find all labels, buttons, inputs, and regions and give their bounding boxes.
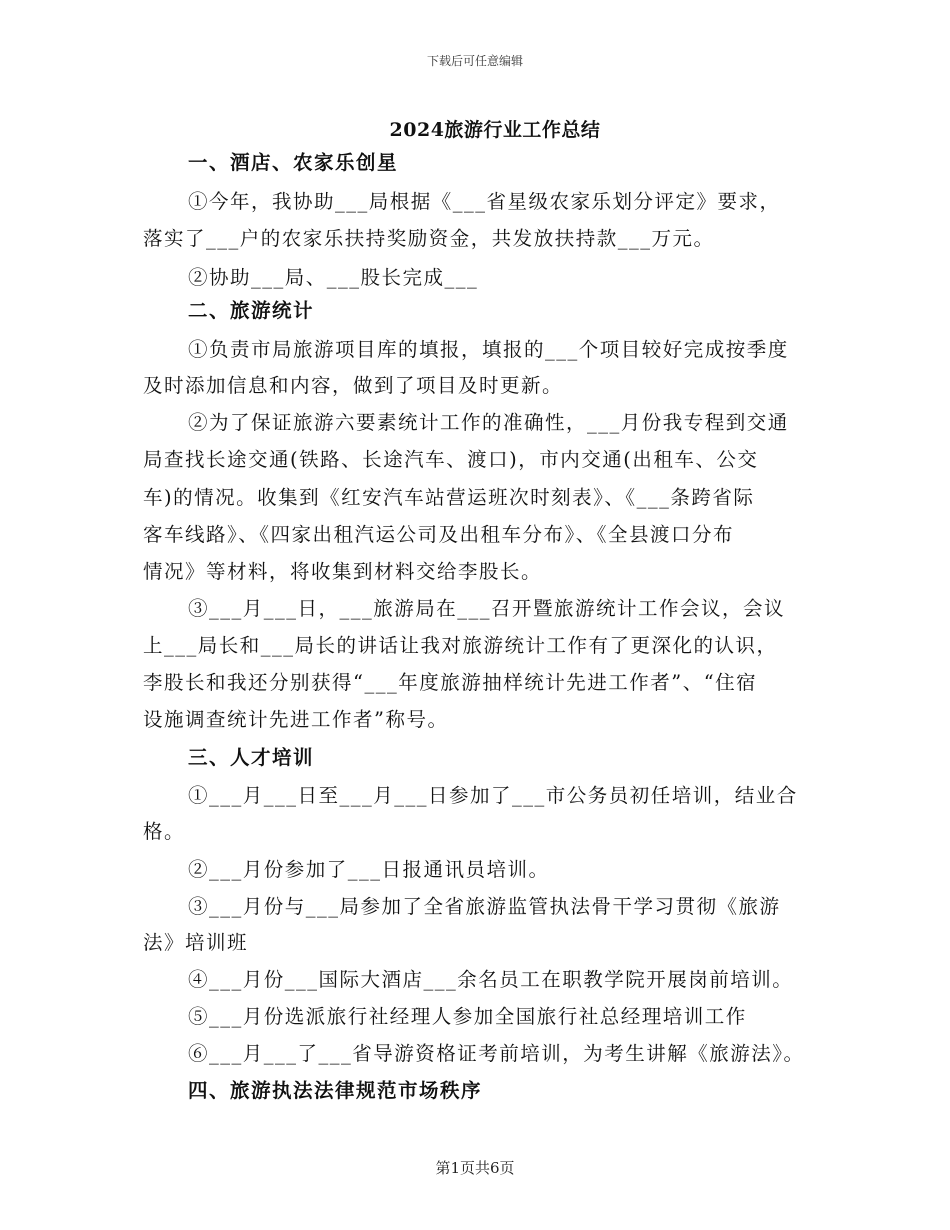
paragraph-line: 局查找长途交通(铁路、长途汽车、渡口)，市内交通(出租车、公交 [143, 448, 759, 471]
section-heading-4: 四、旅游执法法律规范市场秩序 [188, 1079, 483, 1102]
page-number: 第1页共6页 [435, 1159, 515, 1177]
paragraph-line: ②协助___局、___股长完成___ [188, 266, 479, 289]
paragraph-line: 落实了___户的农家乐扶持奖励资金，共发放扶持款___万元。 [143, 227, 715, 250]
paragraph-line: 及时添加信息和内容，做到了项目及时更新。 [143, 374, 564, 397]
paragraph-line: 设施调查统计先进工作者”称号。 [143, 708, 449, 731]
section-heading-1: 一、酒店、农家乐创星 [188, 151, 399, 174]
paragraph-line: 格。 [143, 820, 186, 843]
paragraph-line: ③___月份与___局参加了全省旅游监管执法骨干学习贯彻《旅游 [188, 895, 781, 918]
section-heading-2: 二、旅游统计 [188, 299, 315, 322]
paragraph-line: ⑥___月___了___省导游资格证考前培训，为考生讲解《旅游法》。 [188, 1042, 805, 1065]
paragraph-line: ①今年，我协助___局根据《___省星级农家乐划分评定》要求， [188, 190, 781, 213]
paragraph-line: ②为了保证旅游六要素统计工作的准确性，___月份我专程到交通 [188, 411, 789, 434]
paragraph-line: ④___月份___国际大酒店___余名员工在职教学院开展岗前培训。 [188, 968, 794, 991]
paragraph-line: ⑤___月份选派旅行社经理人参加全国旅行社总经理培训工作 [188, 1005, 747, 1028]
paragraph-line: ②___月份参加了___日报通讯员培训。 [188, 858, 550, 881]
paragraph-line: ①___月___日至___月___日参加了___市公务员初任培训，结业合 [188, 784, 798, 807]
section-heading-3: 三、人才培训 [188, 746, 315, 769]
document-title: 2024旅游行业工作总结 [389, 119, 601, 141]
paragraph-line: 车)的情况。收集到《红安汽车站营运班次时刻表》、《___条跨省际 [143, 486, 755, 509]
paragraph-line: ③___月___日，___旅游局在___召开暨旅游统计工作会议，会议 [188, 597, 786, 620]
paragraph-line: 李股长和我还分别获得“___年度旅游抽样统计先进工作者”、“住宿 [143, 671, 758, 694]
paragraph-line: 情况》等材料，将收集到材料交给李股长。 [143, 560, 543, 583]
paragraph-line: 上___局长和___局长的讲话让我对旅游统计工作有了更深化的认识， [143, 634, 778, 657]
paragraph-line: 客车线路》、《四家出租汽运公司及出租车分布》、《全县渡口分布 [143, 523, 735, 546]
page-header-note: 下载后可任意编辑 [426, 54, 523, 68]
paragraph-line: 法》培训班 [143, 931, 249, 954]
paragraph-line: ①负责市局旅游项目库的填报，填报的___个项目较好完成按季度 [188, 338, 789, 361]
